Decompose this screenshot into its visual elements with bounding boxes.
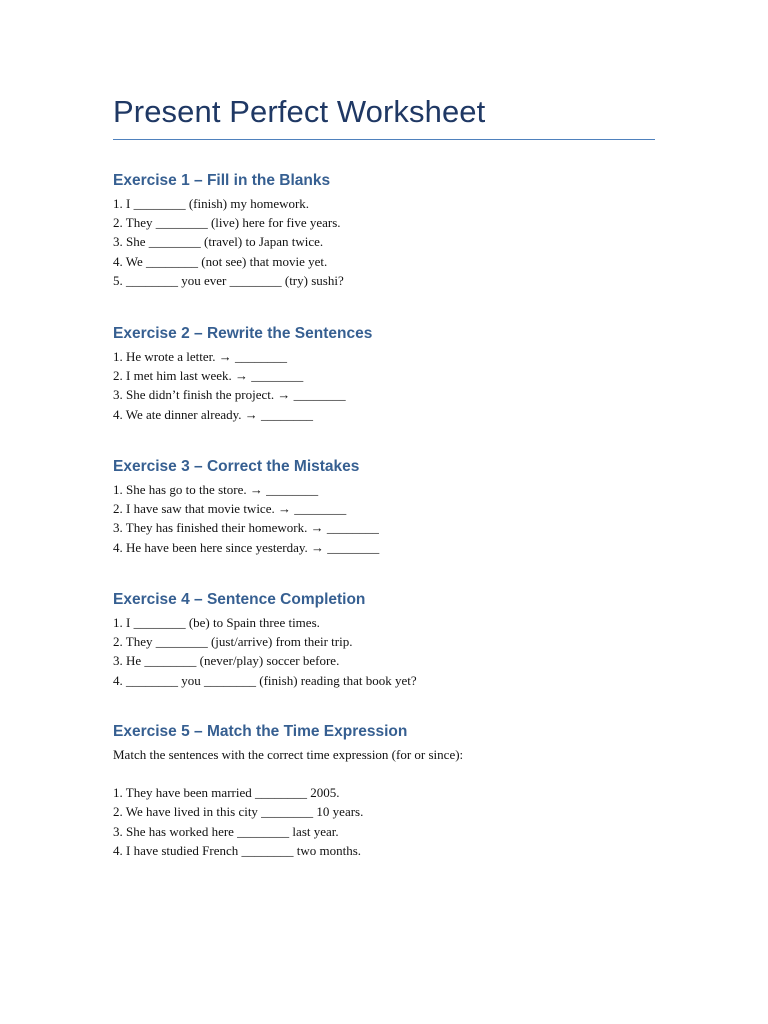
exercise-item: 1. I ________ (finish) my homework. <box>113 196 310 211</box>
exercise-1-section <box>113 171 344 290</box>
exercise-5-section <box>113 722 463 860</box>
exercise-item: 5. ________ you ever ________ (try) sushi? <box>113 272 344 288</box>
title-divider <box>113 139 655 140</box>
exercise-5-list <box>113 783 463 860</box>
page-title: Present Perfect Worksheet <box>113 94 486 129</box>
exercise-item: 1. She has go to the store. → ________ <box>113 482 319 497</box>
exercise-item: 1. They have been married ________ 2005. <box>113 785 340 801</box>
exercise-item: 4. I have studied French ________ two months. <box>113 842 362 858</box>
exercise-item: 4. We ________ (not see) that movie yet. <box>113 253 328 269</box>
exercise-item: 1. I ________ (be) to Spain three times. <box>113 615 320 630</box>
exercise-item: 4. ________ you ________ (finish) reading that book yet? <box>113 672 417 688</box>
exercise-3-section <box>113 457 379 557</box>
exercise-1-list <box>113 194 344 290</box>
exercise-item: 2. They ________ (just/arrive) from their trip. <box>113 634 353 650</box>
exercise-3-heading: Exercise 3 – Correct the Mistakes <box>113 458 360 475</box>
exercise-item: 3. They has finished their homework. → ________ <box>113 520 379 536</box>
exercise-item: 4. He have been here since yesterday. → ________ <box>113 539 380 555</box>
exercise-2-section <box>113 324 372 424</box>
exercise-item: 2. I have saw that movie twice. → ________ <box>113 501 347 517</box>
exercise-item: 2. They ________ (live) here for five years. <box>113 215 341 231</box>
exercise-item: 1. He wrote a letter. → ________ <box>113 349 288 364</box>
exercise-item: 3. She didn’t finish the project. → ________ <box>113 387 346 403</box>
exercise-item: 3. He ________ (never/play) soccer before. <box>113 653 340 669</box>
exercise-4-section <box>113 590 417 690</box>
exercise-2-list <box>113 347 372 424</box>
exercise-item: 4. We ate dinner already. → ________ <box>113 406 314 422</box>
exercise-item: 3. She ________ (travel) to Japan twice. <box>113 234 324 250</box>
worksheet-page <box>113 92 655 858</box>
exercise-item: 2. I met him last week. → ________ <box>113 368 304 384</box>
exercise-item: 3. She has worked here ________ last year. <box>113 823 339 839</box>
exercise-1-heading: Exercise 1 – Fill in the Blanks <box>113 172 331 189</box>
exercise-5-instructions: Match the sentences with the correct time expression (for or since): <box>113 747 464 762</box>
exercise-4-list <box>113 613 417 690</box>
exercise-4-heading: Exercise 4 – Sentence Completion <box>113 591 366 608</box>
exercise-3-list <box>113 480 379 557</box>
exercise-item: 2. We have lived in this city ________ 10 years. <box>113 804 364 820</box>
exercise-2-heading: Exercise 2 – Rewrite the Sentences <box>113 325 373 342</box>
exercise-5-heading: Exercise 5 – Match the Time Expression <box>113 723 408 740</box>
